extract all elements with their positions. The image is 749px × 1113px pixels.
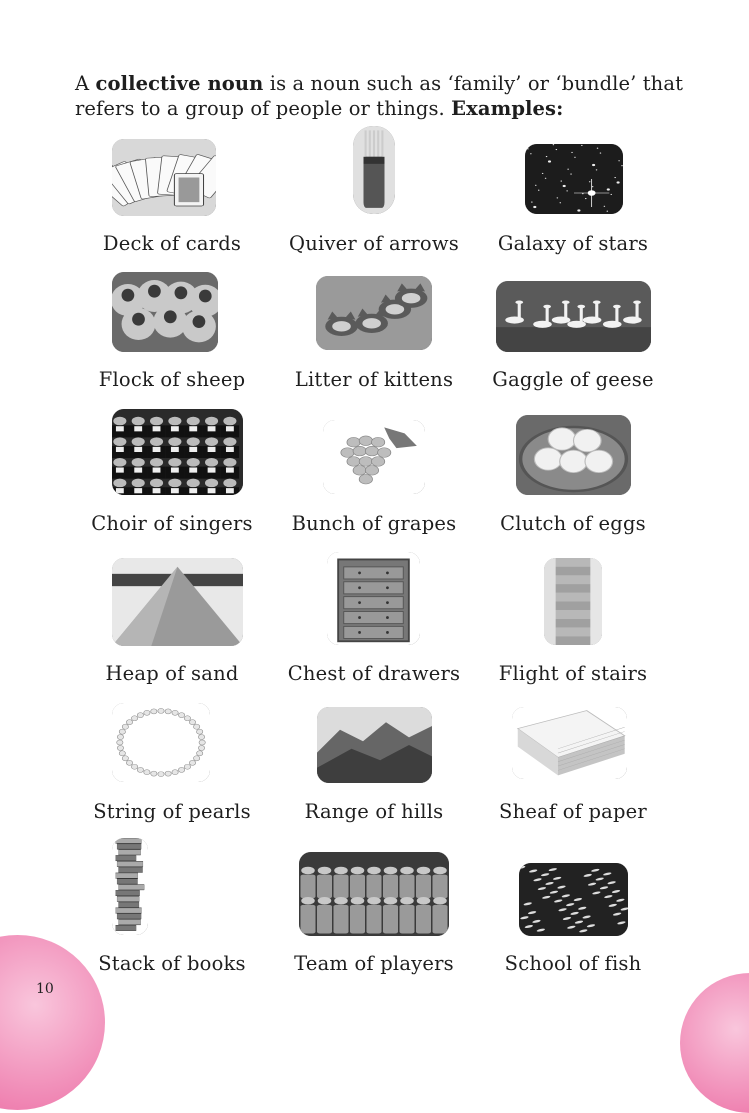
example-caption: Team of players [294, 952, 454, 975]
flock-of-sheep-image [112, 272, 218, 352]
example-caption: Galaxy of stars [497, 232, 649, 255]
example-caption: Litter of kittens [294, 368, 454, 391]
example-caption: Flock of sheep [98, 368, 246, 391]
example-caption: Choir of singers [91, 512, 253, 535]
stack-of-books-image [112, 838, 148, 935]
choir-of-singers-image [112, 409, 243, 495]
galaxy-of-stars-image [525, 144, 623, 214]
intro-paragraph [75, 71, 685, 121]
range-of-hills-image [317, 707, 432, 783]
example-caption: Sheaf of paper [499, 800, 647, 823]
school-of-fish-image [519, 863, 628, 936]
example-caption: String of pearls [93, 800, 251, 823]
intro-examples-label: Examples: [451, 97, 564, 120]
bunch-of-grapes-image [323, 420, 425, 494]
example-caption: Flight of stairs [498, 662, 648, 685]
deck-of-cards-image [112, 139, 216, 216]
example-caption: Quiver of arrows [289, 232, 459, 255]
example-caption: Chest of drawers [287, 662, 461, 685]
flight-of-stairs-image [544, 558, 602, 645]
example-caption: Clutch of eggs [500, 512, 646, 535]
intro-term: collective noun [95, 72, 264, 95]
clutch-of-eggs-image [516, 415, 631, 495]
example-caption: Stack of books [98, 952, 246, 975]
page-number: 10 [36, 981, 54, 997]
string-of-pearls-image [112, 703, 210, 782]
intro-text-start: A [75, 72, 96, 95]
example-caption: School of fish [504, 952, 642, 975]
team-of-players-image [299, 852, 449, 936]
pink-corner-decoration-right [680, 973, 749, 1113]
example-caption: Gaggle of geese [492, 368, 654, 391]
sheaf-of-paper-image [512, 707, 627, 779]
pink-corner-decoration-left [0, 935, 105, 1110]
gaggle-of-geese-image [496, 281, 651, 352]
example-caption: Range of hills [304, 800, 444, 823]
intro-text-body: is a noun such as ‘family’ or ‘bundle’ that refers to a group of people or things. [75, 72, 683, 120]
example-caption: Bunch of grapes [291, 512, 457, 535]
example-caption: Deck of cards [102, 232, 242, 255]
quiver-of-arrows-image [353, 126, 395, 214]
heap-of-sand-image [112, 558, 243, 646]
litter-of-kittens-image [316, 276, 432, 350]
example-caption: Heap of sand [105, 662, 239, 685]
chest-of-drawers-image [327, 552, 420, 645]
